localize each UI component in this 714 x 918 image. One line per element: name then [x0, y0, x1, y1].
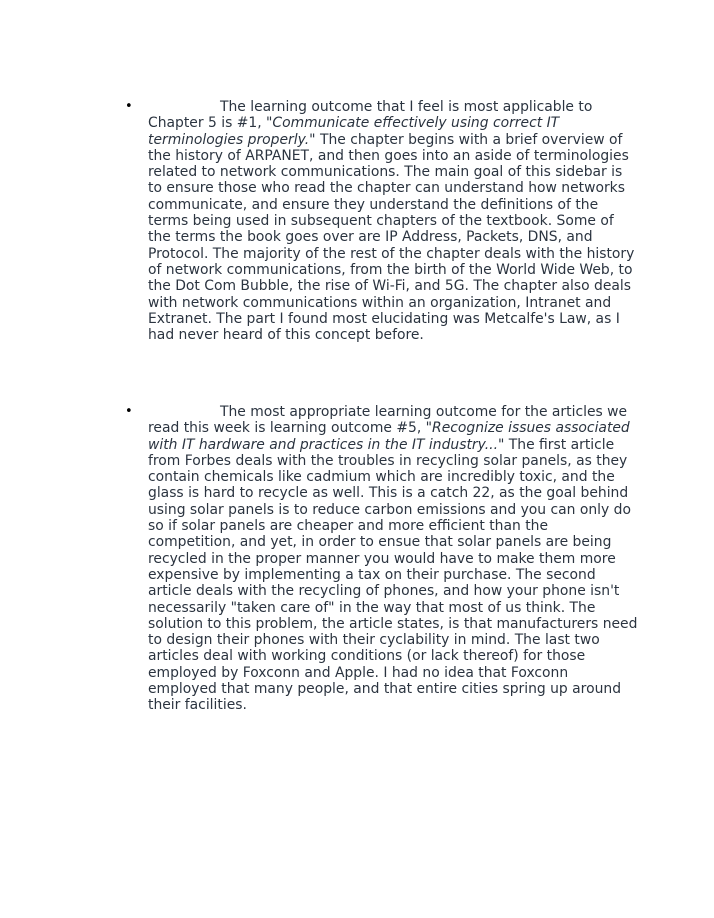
paragraph-text: " The first article from Forbes deals with the troubles in recycling solar panels, as they contain chemicals like cadmium which are incredibly toxic, and the glass is hard to recycle as well. This is a catch 22, as the goal behind using solar panels is to reduce carbon emissions and you can only do so if solar panels are cheaper and more efficient than the competition, and yet, in order to ensue that solar panels are being recycled in the proper manner you would have to make them more expensive by implementing a tax on their purchase. The second article deals with the recycling of phones, and how your phone isn't necessarily "taken care of" in the way that most of us think. The solution to this problem, the article states, is that manufacturers need to design their phones with their cyclability in mind. The last two articles deal with working conditions (or lack thereof) for those employed by Foxconn and Apple. I had no idea that Foxconn employed that many people, and that entire cities spring up around their facilities. — [148, 436, 638, 714]
bullet-marker: • — [125, 404, 133, 419]
paragraph-text: " The chapter begins with a brief overview of the history of ARPANET, and then goes into an aside of terminologies related to network communications. The main goal of this sidebar is to ensure those who read the chapter can understand how networks communicate, and ensure they understand the definitions of the terms being used in subsequent chapters of the textbook. Some of the terms the book goes over are IP Address, Packets, DNS, and Protocol. The majority of the rest of the chapter deals with the history of network communications, from the birth of the World Wide Web, to the Dot Com Bubble, the rise of Wi-Fi, and 5G. The chapter also deals with network communications within an organization, Intranet and Extranet. The part I found most elucidating was Metcalfe's Law, as I had never heard of this concept before. — [148, 131, 635, 344]
paragraph-italic-quote: Recognize issues associated with IT hardware and practices in the IT industry... — [148, 420, 630, 453]
paragraph — [148, 99, 638, 343]
paragraph-text: The most appropriate learning outcome for the articles we read this week is learning outcome #5, " — [148, 404, 628, 437]
bullet-marker: • — [125, 99, 133, 114]
paragraph — [148, 404, 638, 714]
paragraph-text: The learning outcome that I feel is most applicable to Chapter 5 is #1, " — [148, 99, 593, 132]
paragraph-italic-quote: Communicate eﬀectively using correct IT terminologies properly. — [148, 115, 560, 148]
